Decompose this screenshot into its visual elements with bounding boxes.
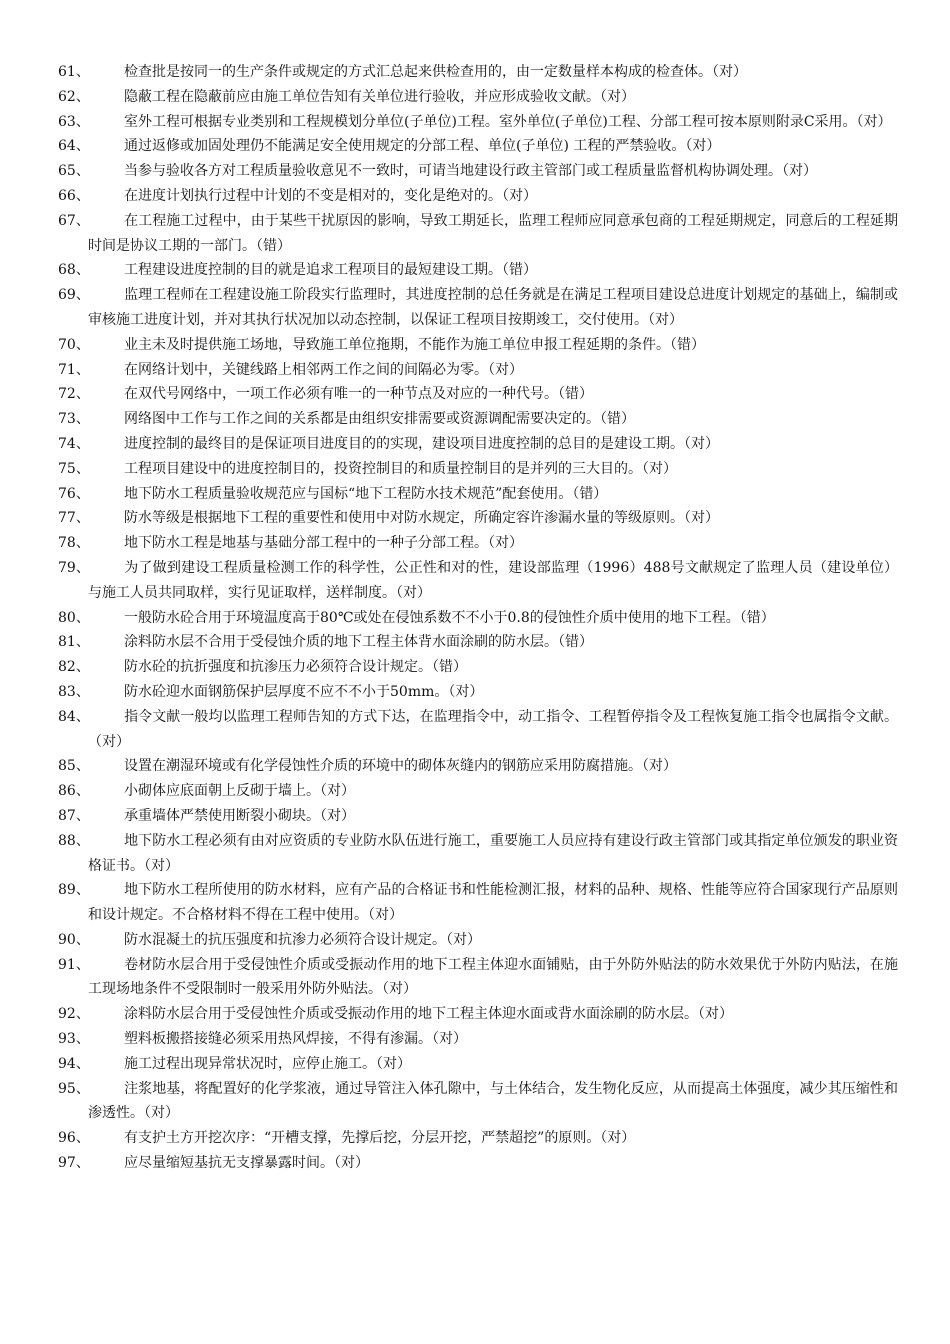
list-item [0, 184, 950, 209]
item-text: 工程建设进度控制的目的就是追求工程项目的最短建设工期。（错） [124, 262, 537, 279]
item-text: 有支护土方开挖次序：“开槽支撑，先撑后挖，分层开挖，严禁超挖”的原则。（对） [124, 1130, 636, 1147]
list-item [0, 754, 950, 779]
item-number: 90、 [58, 931, 90, 948]
list-item [0, 85, 950, 110]
item-number: 75、 [58, 460, 90, 477]
list-item [0, 1077, 950, 1127]
list-item [0, 928, 950, 953]
item-text: 地下防水工程必须有由对应资质的专业防水队伍进行施工，重要施工人员应持有建设行政主管部门或其指定单位颁发的职业资格证书。（对） [88, 832, 898, 874]
item-text: 监理工程师在工程建设施工阶段实行监理时，其进度控制的总任务就是在满足工程项目建设总进度计划规定的基础上，编制或审核施工进度计划，并对其执行状况加以动态控制，以保证工程项目按期竣工，交付使用。（对） [88, 287, 898, 328]
list-item [0, 680, 950, 705]
item-number: 96、 [58, 1130, 90, 1147]
item-text: 工程项目建设中的进度控制目的，投资控制目的和质量控制目的是并列的三大目的。（对） [124, 460, 677, 477]
item-text: 防水混凝土的抗压强度和抗渗力必须符合设计规定。（对） [124, 931, 481, 948]
item-number: 94、 [58, 1055, 90, 1072]
list-item [0, 432, 950, 457]
item-text: 一般防水砼合用于环境温度高于80℃或处在侵蚀系数不不小于0.8的侵蚀性介质中使用的地下工程。（错） [124, 609, 775, 626]
item-number: 86、 [58, 783, 90, 800]
item-number: 93、 [58, 1031, 90, 1048]
list-item [0, 1027, 950, 1052]
item-text: 承重墙体严禁使用断裂小砌块。（对） [124, 807, 355, 824]
list-item [0, 1126, 950, 1151]
list-item [0, 159, 950, 184]
item-text: 防水砼的抗折强度和抗渗压力必须符合设计规定。（错） [124, 659, 467, 676]
item-text: 在网络计划中，关键线路上相邻两工作之间的间隔必为零。（对） [124, 361, 523, 378]
list-item [0, 953, 950, 1003]
item-number: 65、 [58, 163, 90, 180]
list-item [0, 804, 950, 829]
list-item [0, 283, 950, 333]
item-number: 61、 [58, 64, 90, 80]
list-item [0, 705, 950, 755]
item-text: 小砌体应底面朝上反砌于墙上。（对） [124, 783, 355, 800]
list-item [0, 358, 950, 383]
list-item [0, 779, 950, 804]
item-text: 网络图中工作与工作之间的关系都是由组织安排需要或资源调配需要决定的。（错） [124, 411, 635, 428]
item-text: 通过返修或加固处理仍不能满足安全使用规定的分部工程、单位(子单位) 工程的严禁验收。（对） [124, 138, 721, 155]
list-item [0, 482, 950, 507]
item-number: 95、 [58, 1080, 90, 1097]
item-number: 69、 [58, 287, 90, 304]
list-item [0, 110, 950, 135]
list-item [0, 878, 950, 928]
item-number: 91、 [58, 956, 90, 973]
item-number: 97、 [58, 1155, 90, 1172]
item-text: 当参与验收各方对工程质量验收意见不一致时，可请当地建设行政主管部门或工程质量监督机构协调处理。（对） [124, 163, 817, 180]
item-number: 79、 [58, 559, 90, 576]
item-number: 64、 [58, 138, 90, 155]
list-item [0, 506, 950, 531]
list-item [0, 1052, 950, 1077]
list-item [0, 1151, 950, 1176]
item-number: 92、 [58, 1006, 90, 1023]
item-number: 76、 [58, 485, 90, 502]
item-text: 应尽量缩短基抗无支撑暴露时间。（对） [124, 1155, 369, 1172]
list-item [0, 407, 950, 432]
item-number: 77、 [58, 510, 90, 527]
item-number: 74、 [58, 435, 90, 452]
item-text: 地下防水工程质量验收规范应与国标“地下工程防水技术规范”配套使用。（错） [124, 485, 608, 502]
item-number: 81、 [58, 634, 90, 651]
list-item [0, 382, 950, 407]
item-text: 注浆地基，将配置好的化学浆液，通过导管注入体孔隙中，与土体结合，发生物化反应，从而提高土体强度，减少其压缩性和渗透性。（对） [88, 1080, 898, 1122]
list-item [0, 1002, 950, 1027]
item-text: 施工过程出现异常状况时，应停止施工。（对） [124, 1055, 411, 1072]
item-number: 70、 [58, 336, 90, 353]
list-item [0, 606, 950, 631]
item-number: 84、 [58, 708, 90, 725]
item-text: 防水砼迎水面钢筋保护层厚度不应不不小于50mm。（对） [124, 683, 484, 700]
item-text: 涂料防水层合用于受侵蚀性介质或受振动作用的地下工程主体迎水面或背水面涂刷的防水层。（对） [124, 1006, 733, 1023]
list-item [0, 258, 950, 283]
item-number: 82、 [58, 659, 90, 676]
item-text: 为了做到建设工程质量检测工作的科学性，公正性和对的性，建设部监理（1996）488号文献规定了监理人员（建设单位）与施工人员共同取样，实行见证取样，送样制度。（对） [88, 559, 898, 601]
list-item [0, 60, 950, 85]
item-number: 68、 [58, 262, 90, 279]
list-item [0, 556, 950, 606]
list-item [0, 457, 950, 482]
list-item [0, 655, 950, 680]
item-text: 地下防水工程所使用的防水材料，应有产品的合格证书和性能检测汇报，材料的品种、规格、性能等应符合国家现行产品原则和设计规定。不合格材料不得在工程中使用。（对） [88, 882, 898, 924]
item-text: 检查批是按同一的生产条件或规定的方式汇总起来供检查用的，由一定数量样本构成的检查体。（对） [124, 64, 747, 80]
item-number: 71、 [58, 361, 90, 378]
item-text: 在进度计划执行过程中计划的不变是相对的，变化是绝对的。（对） [124, 187, 537, 204]
item-text: 塑料板搬搭接缝必须采用热风焊接，不得有渗漏。（对） [124, 1031, 467, 1048]
item-number: 88、 [58, 832, 90, 849]
item-text: 在工程施工过程中，由于某些干扰原因的影响，导致工期延长，监理工程师应同意承包商的工程延期规定，同意后的工程延期时间是协议工期的一部门。（错） [88, 212, 898, 254]
item-text: 设置在潮湿环境或有化学侵蚀性介质的环境中的砌体灰缝内的钢筋应采用防腐措施。（对） [124, 758, 677, 775]
item-number: 80、 [58, 609, 90, 626]
item-text: 在双代号网络中，一项工作必须有唯一的一种节点及对应的一种代号。（错） [124, 386, 593, 403]
document-page [0, 60, 950, 1176]
item-number: 78、 [58, 535, 90, 552]
item-number: 83、 [58, 683, 90, 700]
item-text: 业主未及时提供施工场地，导致施工单位拖期，不能作为施工单位申报工程延期的条件。（错） [124, 336, 705, 353]
item-number: 85、 [58, 758, 90, 775]
item-number: 63、 [58, 113, 90, 130]
item-text: 防水等级是根据地下工程的重要性和使用中对防水规定，所确定容许渗漏水量的等级原则。（对） [124, 510, 719, 527]
list-item [0, 134, 950, 159]
item-number: 89、 [58, 882, 90, 899]
list-item [0, 209, 950, 259]
item-text: 卷材防水层合用于受侵蚀性介质或受振动作用的地下工程主体迎水面铺贴，由于外防外贴法的防水效果优于外防内贴法，在施工现场地条件不受限制时一般采用外防外贴法。（对） [88, 956, 898, 998]
item-text: 涂料防水层不合用于受侵蚀介质的地下工程主体背水面涂刷的防水层。（错） [124, 634, 593, 651]
item-text: 指令文献一般均以监理工程师告知的方式下达，在监理指令中，动工指令、工程暂停指令及工程恢复施工指令也属指令文献。（对） [88, 708, 898, 750]
list-item [0, 829, 950, 879]
item-number: 62、 [58, 88, 90, 105]
item-number: 67、 [58, 212, 90, 229]
list-item [0, 630, 950, 655]
item-text: 地下防水工程是地基与基础分部工程中的一种子分部工程。（对） [124, 535, 523, 552]
list-item [0, 531, 950, 556]
item-number: 72、 [58, 386, 90, 403]
item-number: 73、 [58, 411, 90, 428]
item-text: 隐蔽工程在隐蔽前应由施工单位告知有关单位进行验收，并应形成验收文献。（对） [124, 88, 635, 105]
list-item [0, 333, 950, 358]
item-number: 66、 [58, 187, 90, 204]
item-number: 87、 [58, 807, 90, 824]
item-text: 进度控制的最终目的是保证项目进度目的的实现，建设项目进度控制的总目的是建设工期。（对） [124, 435, 719, 452]
item-text: 室外工程可根据专业类别和工程规模划分单位(子单位)工程。室外单位(子单位)工程、分部工程可按本原则附录C采用。（对） [124, 113, 892, 130]
